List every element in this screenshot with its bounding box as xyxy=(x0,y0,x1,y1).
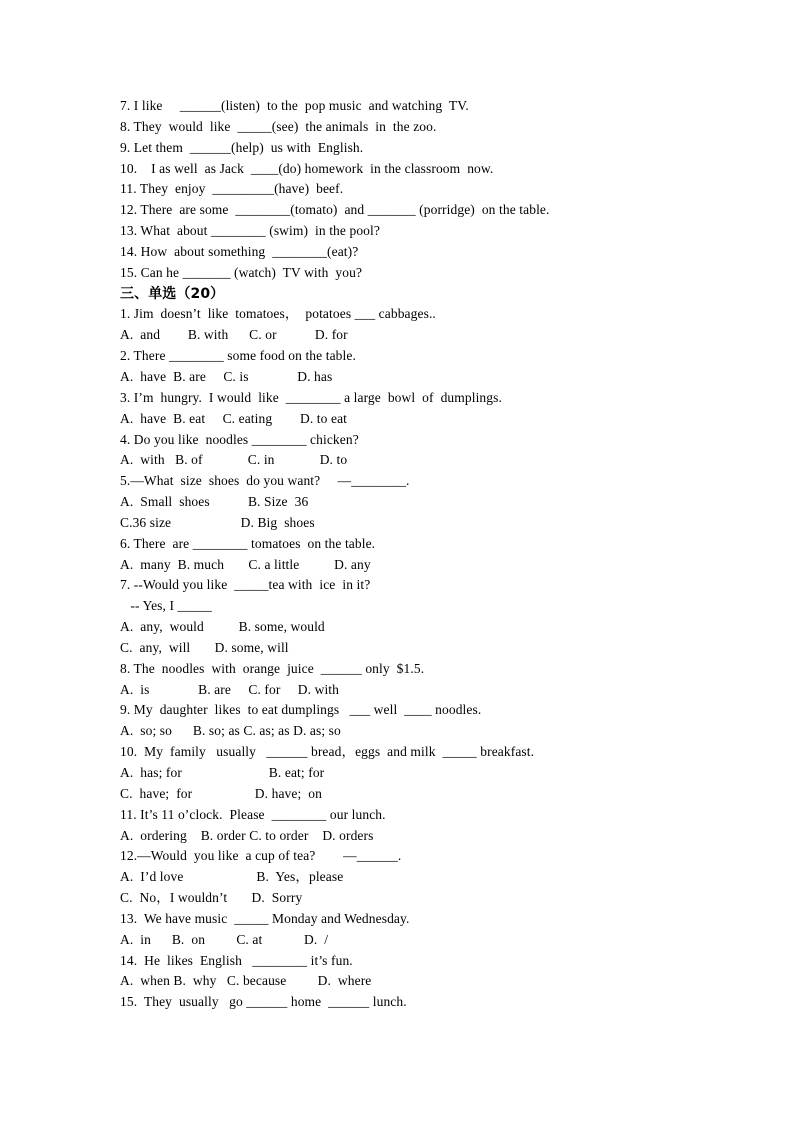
mc-question-7-reply: -- Yes, I _____ xyxy=(120,598,212,614)
mc-options-8: A. is B. are C. for D. with xyxy=(120,681,340,697)
mc-options-7-cd: C. any, will D. some, will xyxy=(120,639,289,655)
fill-blank-question-9: 9. Let them ______(help) us with English. xyxy=(120,139,364,155)
worksheet-page xyxy=(120,96,760,1013)
fill-blank-question-7: 7. I like ______(listen) to the pop music and watching TV. xyxy=(120,98,469,113)
mc-question-7: 7. --Would you like _____tea with ice in it? xyxy=(120,577,371,593)
mc-question-9: 9. My daughter likes to eat dumplings ___ well ____ noodles. xyxy=(120,702,482,718)
mc-question-6: 6. There are ________ tomatoes on the table. xyxy=(120,535,376,551)
mc-question-15: 15. They usually go ______ home ______ lunch. xyxy=(120,994,407,1010)
mc-options-13: A. in B. on C. at D. / xyxy=(120,931,329,947)
mc-options-14: A. when B. why C. because D. where xyxy=(120,973,372,989)
mc-question-3: 3. I’m hungry. I would like ________ a large bowl of dumplings. xyxy=(120,389,502,405)
mc-question-4: 4. Do you like noodles ________ chicken? xyxy=(120,431,359,447)
fill-blank-question-14: 14. How about something ________(eat)? xyxy=(120,243,359,259)
mc-question-2: 2. There ________ some food on the table. xyxy=(120,348,356,364)
mc-options-12-cd: C. No，I wouldn’t D. Sorry xyxy=(120,890,303,906)
fill-blank-question-10: 10. I as well as Jack ____(do) homework in the classroom now. xyxy=(120,160,494,176)
fill-blank-question-8: 8. They would like _____(see) the animals in the zoo. xyxy=(120,118,437,134)
fill-blank-question-11: 11. They enjoy _________(have) beef. xyxy=(120,181,344,197)
mc-options-4: A. with B. of C. in D. to xyxy=(120,452,348,468)
mc-options-5-cd: C.36 size D. Big shoes xyxy=(120,514,315,530)
section-heading-multiple-choice: 三、单选（20） xyxy=(120,285,225,302)
mc-options-7-ab: A. any, would B. some, would xyxy=(120,619,325,635)
mc-options-11: A. ordering B. order C. to order D. orders xyxy=(120,827,374,843)
mc-question-10: 10. My family usually ______ bread，eggs and milk _____ breakfast. xyxy=(120,744,535,760)
mc-options-12-ab: A. I’d love B. Yes，please xyxy=(120,869,344,885)
mc-options-5-ab: A. Small shoes B. Size 36 xyxy=(120,494,309,510)
mc-question-1: 1. Jim doesn’t like tomatoes， potatoes ___ cabbages.. xyxy=(120,306,436,322)
mc-options-1: A. and B. with C. or D. for xyxy=(120,327,348,343)
mc-options-10-ab: A. has; for B. eat; for xyxy=(120,765,325,780)
mc-options-2: A. have B. are C. is D. has xyxy=(120,368,333,384)
mc-question-8: 8. The noodles with orange juice ______ only $1.5. xyxy=(120,660,425,676)
mc-question-13: 13. We have music _____ Monday and Wednesday. xyxy=(120,910,410,926)
mc-options-10-cd: C. have; for D. have; on xyxy=(120,785,322,801)
mc-question-11: 11. It’s 11 o’clock. Please ________ our lunch. xyxy=(120,806,386,822)
mc-options-3: A. have B. eat C. eating D. to eat xyxy=(120,410,348,426)
mc-question-14: 14. He likes English ________ it’s fun. xyxy=(120,952,353,968)
fill-blank-question-12: 12. There are some ________(tomato) and _______ (porridge) on the table. xyxy=(120,202,550,218)
mc-question-12: 12.—Would you like a cup of tea? —______. xyxy=(120,848,402,864)
mc-options-6: A. many B. much C. a little D. any xyxy=(120,556,371,572)
mc-options-9: A. so; so B. so; as C. as; as D. as; so xyxy=(120,723,341,739)
fill-blank-question-15: 15. Can he _______ (watch) TV with you? xyxy=(120,264,363,280)
mc-question-5: 5.—What size shoes do you want? —________. xyxy=(120,473,410,489)
fill-blank-question-13: 13. What about ________ (swim) in the pool? xyxy=(120,223,380,239)
